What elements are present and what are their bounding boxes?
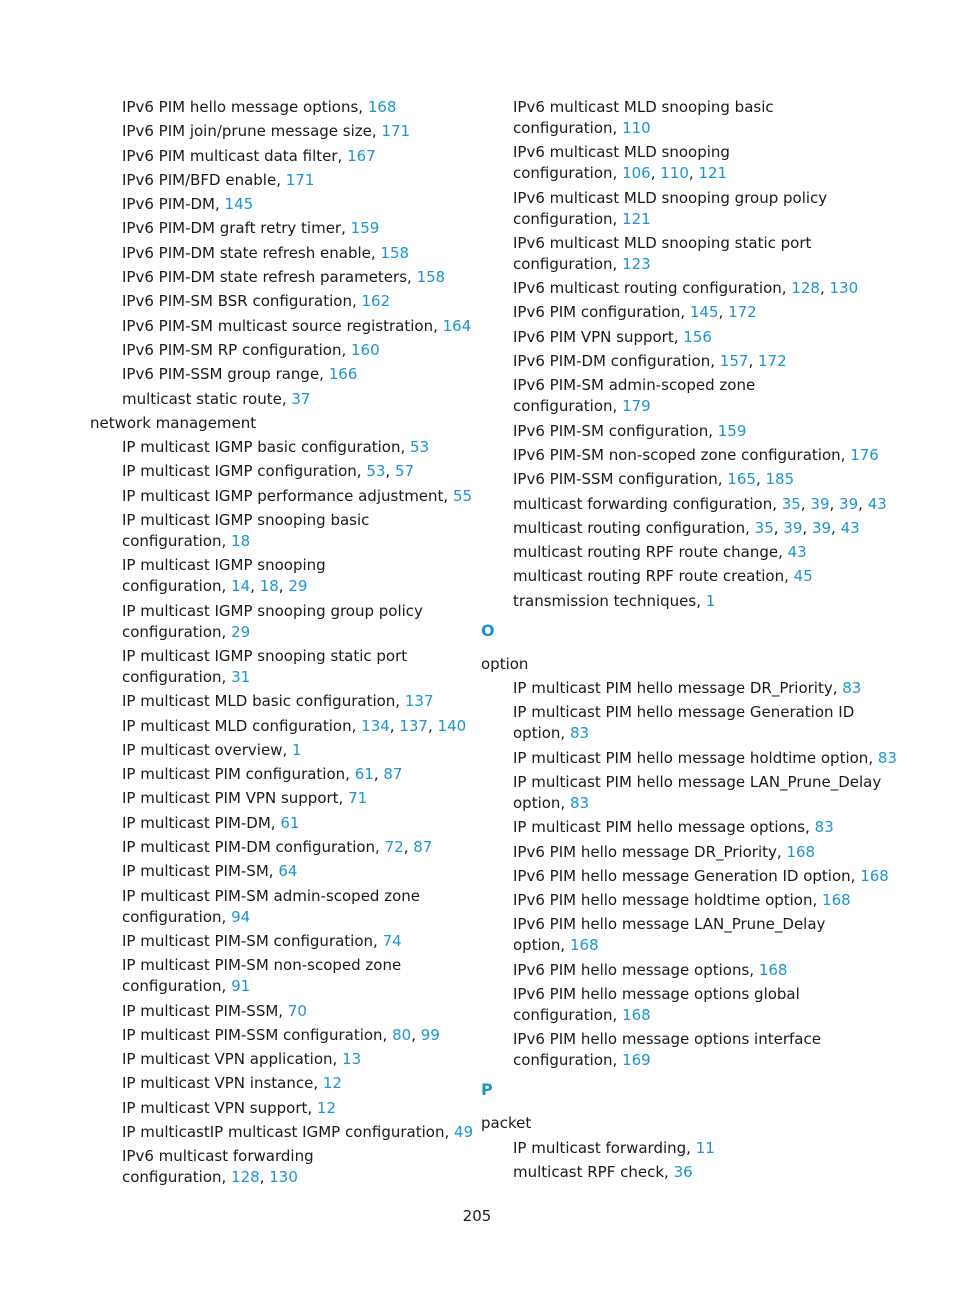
index-entry (90, 170, 460, 191)
index-entry-text: IP multicast PIM-DM, (122, 813, 276, 832)
index-entry (481, 1162, 876, 1183)
index-entry-text: IPv6 PIM-DM graft retry timer, (122, 219, 346, 238)
index-entry-text: IP multicast PIM-SM, (122, 862, 274, 881)
page-reference-link[interactable]: 128 (231, 1168, 260, 1187)
index-entry (481, 1138, 876, 1159)
index-entry-text: IPv6 PIM VPN support, (513, 327, 679, 346)
page-reference-link[interactable]: 29 (288, 577, 308, 596)
index-entry (90, 486, 473, 507)
page-reference-link[interactable]: 106 (622, 164, 651, 183)
index-entry-text: IP multicast VPN application, (122, 1050, 338, 1069)
index-entry: IP multicast PIM configuration, 61, 87 (122, 765, 403, 784)
index-entry-text: transmission techniques, (513, 591, 701, 610)
page-reference-link[interactable]: 74 (382, 931, 402, 950)
index-entry (90, 1098, 460, 1119)
index-entry-text: IP multicast PIM hello message DR_Priority, (513, 679, 838, 698)
index-heading (481, 654, 876, 675)
index-entry-text: configuration, (513, 164, 618, 183)
index-entry (481, 1029, 876, 1071)
index-entry-text: IPv6 PIM hello message options, (122, 98, 364, 116)
index-entry: IPv6 PIM configuration, 145, 172 (513, 303, 757, 322)
index-entry (90, 931, 460, 952)
page-reference-link[interactable]: 94 (231, 907, 251, 926)
index-entry-text: IP multicast PIM-SM configuration, (122, 931, 378, 950)
page-reference-link[interactable]: 39 (810, 494, 830, 513)
index-entry (90, 437, 460, 458)
index-entry-text: configuration, (122, 667, 227, 686)
page-reference-link[interactable]: 159 (350, 219, 380, 238)
page-reference-link[interactable]: 130 (269, 1168, 298, 1187)
index-entry (481, 542, 876, 563)
index-entry-text: IPv6 PIM-SM configuration, (513, 421, 713, 440)
index-entry-text: configuration, (122, 1168, 227, 1187)
index-entry (90, 886, 460, 928)
index-entry-text: multicast routing configuration, (513, 518, 750, 537)
index-entry-text: IPv6 PIM/BFD enable, (122, 170, 281, 189)
page-reference-link[interactable]: 168 (758, 960, 788, 979)
index-entry-text: IPv6 PIM hello message DR_Priority, (513, 842, 782, 861)
index-entry (90, 1122, 474, 1143)
index-entry (90, 218, 460, 239)
index-entry-text: IPv6 PIM-SM non-scoped zone configuration, (513, 445, 846, 464)
page-reference-link[interactable]: 168 (786, 842, 816, 861)
index-entry (90, 955, 460, 997)
page-reference-link[interactable]: 49 (454, 1122, 474, 1141)
index-entry (481, 960, 876, 981)
page-reference-link[interactable]: 83 (814, 818, 834, 837)
index-entry-text: IP multicast PIM hello message Generation ID (513, 703, 855, 722)
page-reference-link[interactable]: 145 (224, 195, 254, 214)
page-reference-link[interactable]: 45 (793, 567, 813, 586)
index-entry: IP multicast PIM-SSM configuration, 80, 99 (122, 1025, 440, 1044)
page-reference-link[interactable]: 145 (689, 303, 719, 322)
index-entry-text: configuration, (122, 577, 227, 596)
page-reference-link[interactable]: 171 (285, 170, 315, 189)
index-entry-text: configuration, (513, 1006, 618, 1025)
index-entry-text: multicast routing RPF route creation, (513, 567, 789, 586)
index-entry (481, 842, 876, 863)
index-entry-text: IP multicast PIM-DM configuration, (122, 838, 380, 857)
page-reference-link[interactable]: 61 (354, 765, 374, 784)
index-entry: multicast routing configuration, 35, 39, 39, 43 (513, 518, 860, 537)
index-entry-text: option (481, 654, 529, 673)
index-entry-text: multicast forwarding configuration, (513, 494, 777, 513)
index-entry (90, 788, 460, 809)
index-entry-text: IPv6 PIM configuration, (513, 303, 686, 322)
index-entry (90, 1049, 460, 1070)
index-entry-text: IP multicast PIM-SM admin-scoped zone (122, 886, 421, 905)
page-reference-link[interactable]: 36 (673, 1162, 693, 1181)
index-entry-text: IPv6 PIM-SSM configuration, (513, 470, 723, 489)
page-reference-link[interactable]: 29 (231, 622, 251, 641)
index-entry-text: IPv6 multicast MLD snooping basic (513, 98, 774, 116)
index-entry (481, 327, 876, 348)
index-entry-text: configuration, (513, 1051, 618, 1070)
page-reference-link[interactable]: 55 (452, 486, 473, 505)
page-reference-link[interactable]: 71 (348, 789, 368, 808)
index-entry-text: configuration, (513, 119, 618, 137)
index-entry (90, 267, 460, 288)
index-entry (481, 702, 876, 744)
page-reference-link[interactable]: 83 (877, 748, 897, 767)
page-reference-link[interactable]: 39 (811, 518, 832, 537)
index-entry-text: IPv6 PIM-SSM group range, (122, 365, 324, 384)
index-entry-text: multicast routing RPF route change, (513, 543, 783, 562)
page-reference-link[interactable]: 53 (366, 462, 386, 481)
index-entry-text: IP multicast forwarding, (513, 1138, 691, 1157)
page-reference-link[interactable]: 13 (342, 1050, 362, 1069)
page-reference-link[interactable]: 168 (622, 1006, 651, 1025)
page-reference-link[interactable]: 18 (231, 532, 251, 551)
index-column-right (481, 97, 897, 1186)
index-entry-text: IP multicast VPN instance, (122, 1074, 319, 1093)
index-entry-text: configuration, (513, 209, 618, 228)
index-entry-text: IPv6 PIM-DM, (122, 195, 220, 214)
page-reference-link[interactable]: 123 (622, 254, 651, 273)
page-reference-link[interactable]: 137 (404, 692, 434, 711)
page-reference-link[interactable]: 176 (850, 445, 879, 464)
index-entry (90, 194, 460, 215)
index-entry: IPv6 PIM-SSM configuration, 165, 185 (513, 470, 795, 489)
index-entry (481, 445, 879, 466)
index-entry-text: IPv6 multicast forwarding (122, 1147, 314, 1166)
page-reference-link[interactable]: 134 (361, 716, 390, 735)
index-entry (90, 861, 460, 882)
page-reference-link[interactable]: 130 (829, 279, 859, 298)
index-entry-text: configuration, (513, 397, 618, 416)
index-entry: IPv6 PIM-DM configuration, 157, 172 (513, 352, 787, 371)
index-entry (90, 389, 460, 410)
index-entry (90, 1001, 460, 1022)
page-reference-link[interactable]: 70 (287, 1001, 307, 1020)
index-entry (481, 890, 876, 911)
index-entry: multicast forwarding configuration, 35, 39, 39, 43 (513, 494, 887, 513)
page-reference-link[interactable]: 165 (727, 470, 756, 489)
index-entry (481, 748, 897, 769)
page-reference-link[interactable]: 162 (361, 292, 391, 311)
page-reference-link[interactable]: 64 (278, 862, 298, 881)
page-reference-link[interactable]: 167 (347, 146, 376, 165)
index-entry-text: IPv6 PIM hello message options global (513, 985, 800, 1004)
index-entry-text: IP multicast PIM hello message holdtime option, (513, 748, 874, 767)
index-entry (90, 601, 460, 643)
index-entry (90, 146, 460, 167)
index-entry-text: IP multicast overview, (122, 740, 288, 759)
page-reference-link[interactable]: 87 (383, 765, 403, 784)
page-reference-link[interactable]: 83 (569, 793, 590, 812)
page-reference-link[interactable]: 172 (757, 352, 787, 371)
index-entry-text: IPv6 PIM-DM state refresh parameters, (122, 268, 412, 287)
page-reference-link[interactable]: 31 (231, 667, 251, 686)
page-reference-link[interactable]: 14 (231, 577, 251, 596)
index-entry-text: IP multicast IGMP snooping group policy (122, 601, 423, 620)
index-entry-text: IP multicast VPN support, (122, 1098, 313, 1117)
index-entry-text: IPv6 PIM-SM admin-scoped zone (513, 376, 756, 395)
page-reference-link[interactable]: 179 (622, 397, 651, 416)
index-entry (481, 566, 876, 587)
index-entry-text: IPv6 PIM hello message options, (513, 960, 755, 979)
page-reference-link[interactable]: 80 (392, 1025, 412, 1044)
index-entry (481, 375, 876, 417)
index-entry-text: IPv6 multicast routing configuration, (513, 279, 787, 298)
index-entry-text: network management (90, 413, 257, 432)
index-entry-text: IPv6 PIM multicast data filter, (122, 146, 343, 165)
page-reference-link[interactable]: 53 (410, 438, 430, 457)
index-entry-text: configuration, (513, 254, 618, 273)
index-entry: IP multicast MLD configuration, 134, 137, 140 (122, 716, 467, 735)
page-reference-link[interactable]: 157 (719, 352, 749, 371)
index-entry (90, 121, 460, 142)
page-reference-link[interactable]: 37 (291, 389, 311, 408)
page-reference-link[interactable]: 43 (840, 518, 860, 537)
page-reference-link[interactable]: 110 (660, 164, 689, 183)
page-reference-link[interactable]: 185 (765, 470, 795, 489)
index-entry-text: IPv6 PIM-DM state refresh enable, (122, 243, 376, 262)
page-reference-link[interactable]: 12 (322, 1074, 342, 1093)
index-entry-text: option, (513, 793, 566, 812)
index-entry (90, 291, 460, 312)
index-entry-text: configuration, (122, 977, 227, 996)
page-reference-link[interactable]: 83 (569, 724, 590, 743)
index-entry-text: IPv6 PIM-DM configuration, (513, 352, 716, 371)
index-entry-text: IPv6 PIM hello message LAN_Prune_Delay (513, 915, 826, 934)
page-reference-link[interactable]: 168 (569, 936, 599, 955)
page-reference-link[interactable]: 172 (728, 303, 757, 322)
index-entry-text: IPv6 PIM hello message options interface (513, 1030, 821, 1049)
index-entry-text: IPv6 PIM hello message holdtime option, (513, 891, 818, 910)
index-entry-text: IPv6 PIM-SM RP configuration, (122, 340, 347, 359)
index-entry: IPv6 multicast forwarding configuration, 128, 130 (122, 1147, 314, 1187)
page-reference-link[interactable]: 35 (781, 494, 801, 513)
page-reference-link[interactable]: 35 (754, 518, 774, 537)
index-entry-text: IP multicast IGMP performance adjustment, (122, 486, 449, 505)
index-entry-text: configuration, (122, 532, 227, 551)
page-reference-link[interactable]: 43 (867, 494, 887, 513)
index-entry-text: IP multicast PIM hello message options, (513, 818, 810, 837)
index-entry (481, 591, 876, 612)
index-entry-text: IP multicast IGMP configuration, (122, 462, 362, 481)
index-entry (90, 510, 460, 552)
index-entry (90, 364, 460, 385)
page-reference-link[interactable]: 140 (437, 716, 467, 735)
index-entry (481, 984, 876, 1026)
index-entry (90, 243, 460, 264)
index-entry-text: option, (513, 724, 566, 743)
index-entry (90, 97, 460, 118)
page-reference-link[interactable]: 91 (231, 977, 251, 996)
index-entry (90, 316, 472, 337)
page-reference-link[interactable]: 121 (622, 209, 651, 228)
index-entry-text: IP multicast IGMP basic configuration, (122, 438, 406, 457)
index-entry-text: IPv6 multicast MLD snooping static port (513, 233, 812, 252)
index-entry (90, 340, 460, 361)
page-reference-link[interactable]: 11 (695, 1138, 715, 1157)
page-reference-link[interactable]: 12 (316, 1098, 337, 1117)
index-entry-text: IP multicast PIM-SSM configuration, (122, 1025, 388, 1044)
index-entry-text: IPv6 multicast MLD snooping (513, 143, 730, 162)
index-entry: IP multicast IGMP configuration, 53, 57 (122, 462, 415, 481)
page-reference-link[interactable]: 168 (822, 891, 851, 910)
index-entry (481, 772, 882, 814)
index-entry (481, 866, 889, 887)
page-reference-link[interactable]: 110 (622, 119, 651, 137)
index-entry: IP multicast PIM-DM configuration, 72, 87 (122, 838, 433, 857)
index-section-letter: O (481, 620, 495, 640)
index-entry-text: IPv6 PIM-SM BSR configuration, (122, 292, 357, 311)
index-entry: IPv6 multicast routing configuration, 128, 130 (513, 279, 859, 298)
page-reference-link[interactable]: 39 (783, 518, 803, 537)
index-entry (481, 678, 876, 699)
page-reference-link[interactable]: 158 (416, 268, 446, 287)
index-entry-text: IP multicast MLD configuration, (122, 716, 357, 735)
page-reference-link[interactable]: 1 (292, 740, 302, 759)
index-entry-text: IP multicast PIM-SSM, (122, 1001, 284, 1020)
index-entry-text: IP multicast MLD basic configuration, (122, 692, 401, 711)
index-entry: IPv6 multicast MLD snooping configuration, 106, 110, 121 (513, 143, 730, 183)
index-entry-text: multicast static route, (122, 389, 287, 408)
index-entry-text: IP multicast PIM hello message LAN_Prune_Delay (513, 772, 882, 791)
page-reference-link[interactable]: 168 (860, 866, 889, 885)
index-entry (481, 817, 876, 838)
index-entry-text: IPv6 PIM hello message Generation ID option, (513, 866, 856, 885)
index-entry-text: IP multicast IGMP snooping basic (122, 511, 370, 530)
index-entry (90, 646, 460, 688)
page-reference-link[interactable]: 168 (367, 98, 397, 116)
index-entry (481, 421, 876, 442)
index-entry (90, 1073, 460, 1094)
page-reference-link[interactable]: 43 (787, 543, 807, 562)
page-reference-link[interactable]: 99 (420, 1025, 440, 1044)
index-entry-text: IPv6 multicast MLD snooping group policy (513, 188, 828, 207)
index-entry (90, 691, 460, 712)
index-entry-text: IP multicast IGMP snooping (122, 556, 326, 575)
page-reference-link[interactable]: 61 (280, 813, 300, 832)
page-reference-link[interactable]: 166 (328, 365, 358, 384)
index-entry (90, 740, 460, 761)
index-entry (90, 813, 460, 834)
page-reference-link[interactable]: 171 (381, 122, 411, 141)
index-entry-text: IP multicast PIM VPN support, (122, 789, 344, 808)
index-entry-text: packet (481, 1114, 532, 1133)
index-entry-text: IP multicastIP multicast IGMP configuration, (122, 1122, 450, 1141)
index-entry (481, 233, 876, 275)
index-column-left (90, 97, 474, 1192)
index-entry: IP multicast IGMP snooping configuration, 14, 18, 29 (122, 556, 326, 596)
index-heading (481, 1113, 876, 1134)
page-reference-link[interactable]: 159 (717, 421, 747, 440)
page-reference-link[interactable]: 57 (394, 462, 415, 481)
index-entry-text: option, (513, 936, 566, 955)
index-entry-text: IP multicast PIM configuration, (122, 765, 350, 784)
index-entry-text: configuration, (122, 907, 227, 926)
index-entry-text: IP multicast PIM-SM non-scoped zone (122, 956, 402, 975)
page-reference-link[interactable]: 87 (413, 838, 433, 857)
page-reference-link[interactable]: 169 (622, 1051, 651, 1070)
index-entry-text: multicast RPF check, (513, 1162, 669, 1181)
page-reference-link[interactable]: 128 (791, 279, 820, 298)
page-reference-link[interactable]: 137 (399, 716, 428, 735)
page-reference-link[interactable]: 164 (442, 316, 472, 335)
index-entry (481, 188, 876, 230)
index-entry (481, 914, 876, 956)
page-reference-link[interactable]: 121 (698, 164, 728, 183)
page-number: 205 (462, 1207, 492, 1225)
page-reference-link[interactable]: 1 (705, 591, 716, 610)
index-heading (90, 413, 460, 434)
index-entry (481, 97, 876, 139)
index-entry-text: configuration, (122, 622, 227, 641)
index-section-letter: P (481, 1080, 493, 1100)
page-reference-link[interactable]: 18 (259, 577, 279, 596)
page-reference-link[interactable]: 72 (384, 838, 404, 857)
index-entry-text: IP multicast IGMP snooping static port (122, 646, 408, 665)
page-reference-link[interactable]: 156 (683, 327, 712, 346)
index-entry-text: IPv6 PIM-SM multicast source registration, (122, 316, 438, 335)
page-reference-link[interactable]: 83 (842, 679, 862, 698)
page-reference-link[interactable]: 39 (839, 494, 859, 513)
page-reference-link[interactable]: 158 (380, 243, 410, 262)
page-reference-link[interactable]: 160 (351, 340, 380, 359)
index-entry-text: IPv6 PIM join/prune message size, (122, 122, 377, 141)
